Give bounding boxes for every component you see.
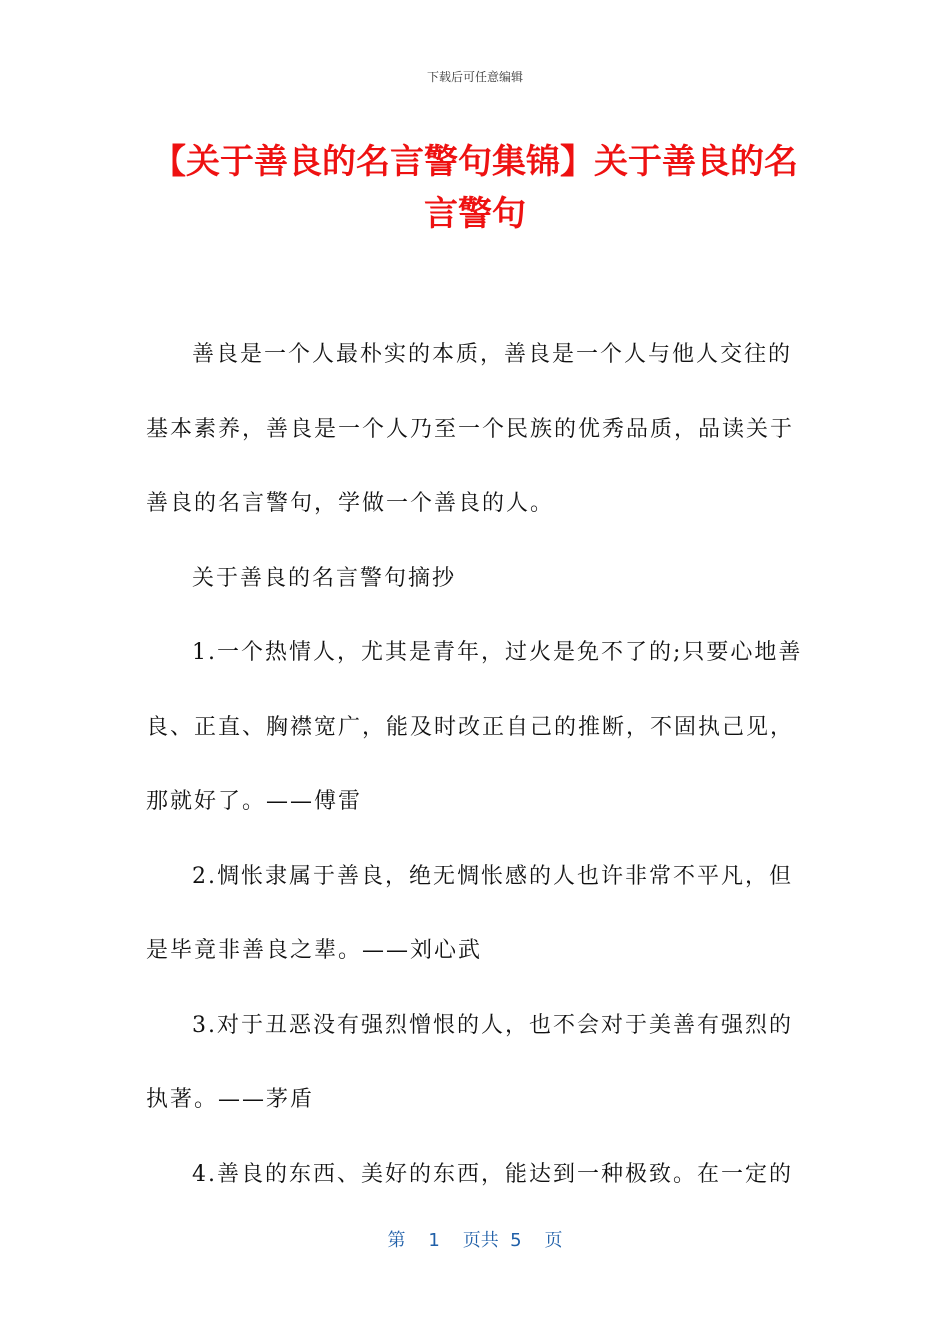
- quote-item-2: 2.惆怅隶属于善良，绝无惆怅感的人也许非常不平凡，但是毕竟非善良之辈。——刘心武: [146, 863, 793, 963]
- section-heading: 关于善良的名言警句摘抄: [192, 565, 457, 591]
- footer-total-pages: 5: [510, 1230, 522, 1251]
- quote-item-4: 4.善良的东西、美好的东西，能达到一种极致。在一定的: [192, 1161, 793, 1187]
- document-body: [146, 318, 806, 1212]
- quote-item-3: 3.对于丑恶没有强烈憎恨的人，也不会对于美善有强烈的执著。——茅盾: [146, 1012, 793, 1112]
- intro-paragraph: 善良是一个人最朴实的本质，善良是一个人与他人交往的基本素养，善良是一个人乃至一个民族的优秀品质，品读关于善良的名言警句，学做一个善良的人。: [146, 342, 795, 516]
- footer-middle: 页共: [462, 1230, 499, 1251]
- footer-suffix: 页: [544, 1230, 563, 1251]
- page-footer: [0, 1226, 950, 1252]
- quote-item-1: 1.一个热情人，尤其是青年，过火是免不了的;只要心地善良、正直、胸襟宽广，能及时改正自己的推断，不固执己见，那就好了。——傅雷: [146, 640, 803, 814]
- footer-current-page: 1: [428, 1230, 440, 1251]
- footer-prefix: 第: [387, 1230, 406, 1251]
- document-title: 【关于善良的名言警句集锦】关于善良的名言警句: [152, 142, 798, 234]
- header-note: 下载后可任意编辑: [426, 70, 523, 84]
